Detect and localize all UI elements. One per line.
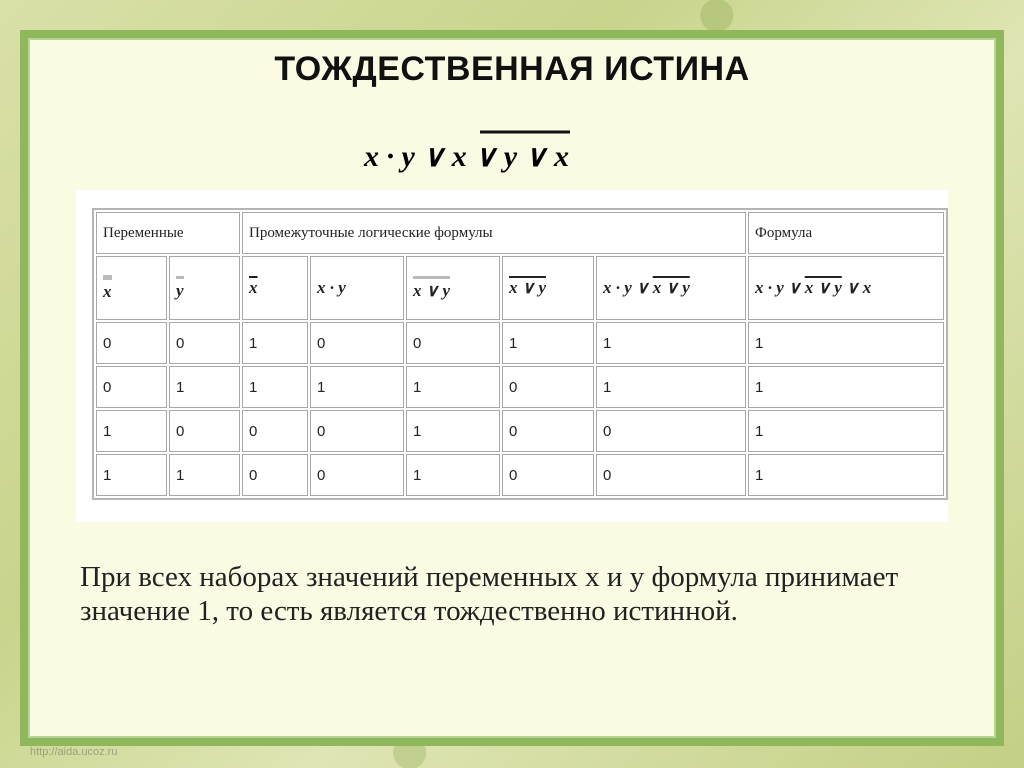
- table-row: [96, 410, 944, 452]
- table-cell: 1: [748, 366, 944, 408]
- table-cell: 0: [169, 410, 240, 452]
- table-cell: 1: [748, 454, 944, 496]
- table-cell: 1: [406, 366, 500, 408]
- table-row: [96, 322, 944, 364]
- col-x-or-y: x ∨ y: [406, 256, 500, 320]
- table-cell: 0: [310, 454, 404, 496]
- table-cell: 1: [169, 366, 240, 408]
- slide-title: ТОЖДЕСТВЕННАЯ ИСТИНА: [274, 50, 750, 88]
- truth-table-container: [76, 190, 948, 522]
- table-cell: 1: [406, 454, 500, 496]
- table-cell: 0: [502, 454, 594, 496]
- table-cell: 1: [96, 454, 167, 496]
- table-cell: 0: [242, 410, 308, 452]
- col-x: x: [96, 256, 167, 320]
- col-x-and-y: x · y: [310, 256, 404, 320]
- truth-table: [92, 208, 948, 500]
- table-cell: 0: [96, 322, 167, 364]
- col-intermediate-formula: x · y ∨ x ∨ y: [596, 256, 746, 320]
- header-intermediate: Промежуточные логические формулы: [242, 212, 746, 254]
- table-cell: 0: [406, 322, 500, 364]
- table-cell: 0: [310, 322, 404, 364]
- source-watermark: http://aida.ucoz.ru: [30, 746, 118, 758]
- table-cell: 1: [169, 454, 240, 496]
- col-not-x-or-y: x ∨ y: [502, 256, 594, 320]
- table-cell: 0: [169, 322, 240, 364]
- table-cell: 0: [96, 366, 167, 408]
- table-cell: 0: [596, 410, 746, 452]
- conclusion-text: При всех наборах значений переменных x и y формула принимает значение 1, то есть является тождественно истинной.: [80, 561, 899, 627]
- table-cell: 0: [310, 410, 404, 452]
- svg-text:x · y ∨ x ∨ y ∨ x: x · y ∨ x ∨ y ∨ x: [364, 140, 570, 173]
- table-cell: 1: [242, 322, 308, 364]
- header-formula: Формула: [748, 212, 944, 254]
- table-cell: 1: [310, 366, 404, 408]
- table-cell: 0: [596, 454, 746, 496]
- table-cell: 1: [406, 410, 500, 452]
- table-cell: 0: [242, 454, 308, 496]
- table-cell: 1: [502, 322, 594, 364]
- table-cell: 0: [502, 366, 594, 408]
- col-y: y: [169, 256, 240, 320]
- table-cell: 1: [596, 322, 746, 364]
- table-row: [96, 366, 944, 408]
- table-cell: 1: [596, 366, 746, 408]
- table-cell: 0: [502, 410, 594, 452]
- col-not-x: $\overline{x}$: [242, 256, 308, 320]
- main-formula: [360, 118, 660, 178]
- table-cell: 1: [748, 322, 944, 364]
- col-final-formula: x · y ∨ x ∨ y ∨ x: [748, 256, 944, 320]
- table-cell: 1: [96, 410, 167, 452]
- table-cell: 1: [748, 410, 944, 452]
- header-variables: Переменные: [96, 212, 240, 254]
- table-row: [96, 454, 944, 496]
- table-cell: 1: [242, 366, 308, 408]
